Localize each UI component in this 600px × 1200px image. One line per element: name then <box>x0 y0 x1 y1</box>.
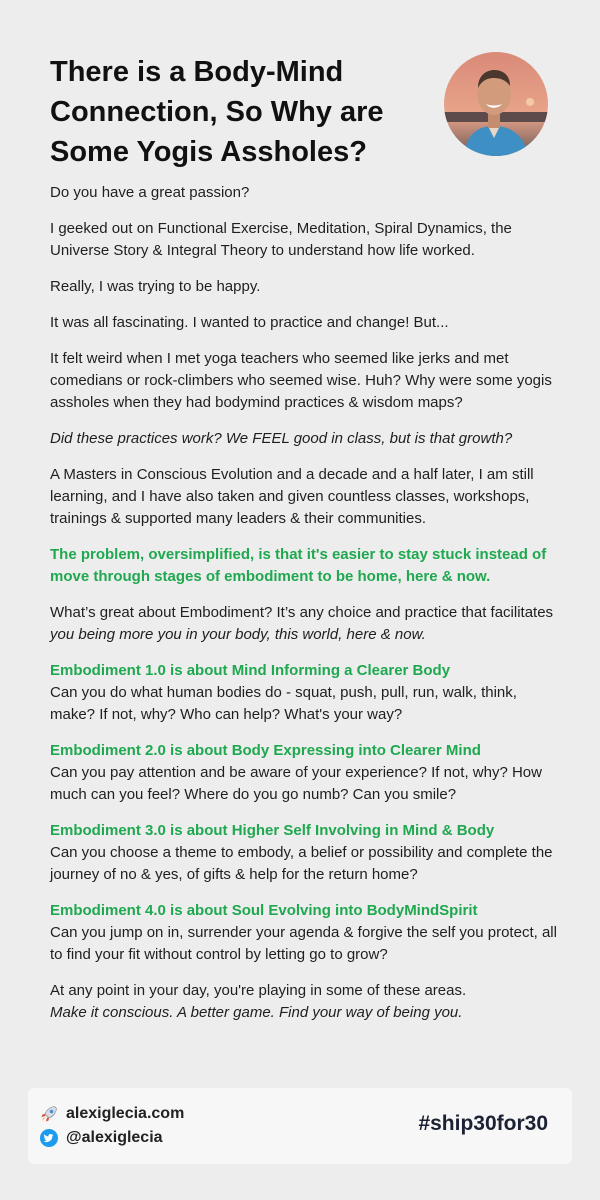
embodiment-section <box>50 900 560 966</box>
embodiment-text: Can you do what human bodies do - squat, push, pull, run, walk, think, make? If not, why? Who can help? What's your way? <box>50 684 517 723</box>
rocket-icon <box>40 1105 58 1123</box>
avatar <box>444 52 548 156</box>
embodiment-heading: Embodiment 3.0 is about Higher Self Involving in Mind & Body <box>50 822 495 839</box>
website-text: alexiglecia.com <box>66 1105 185 1122</box>
twitter-link[interactable] <box>40 1126 184 1150</box>
italic-question: Did these practices work? We FEEL good in class, but is that growth? <box>50 430 513 447</box>
paragraph: I geeked out on Functional Exercise, Meditation, Spiral Dynamics, the Universe Story & Integral Theory to understand how life worked. <box>50 220 512 259</box>
closing-line-italic: Make it conscious. A better game. Find your way of being you. <box>50 1004 463 1021</box>
paragraph-lead: What’s great about Embodiment? It’s any choice and practice that facilitates <box>50 604 554 621</box>
paragraph: Do you have a great passion? <box>50 184 250 201</box>
embodiment-heading: Embodiment 4.0 is about Soul Evolving into BodyMindSpirit <box>50 902 478 919</box>
paragraph: Really, I was trying to be happy. <box>50 278 261 295</box>
embodiment-section <box>50 820 560 886</box>
page-title: There is a Body-Mind Connection, So Why are Some Yogis Assholes? <box>50 56 384 168</box>
embodiment-section <box>50 660 560 726</box>
contact-list <box>40 1102 184 1150</box>
footer-card <box>28 1088 572 1164</box>
closing-line: At any point in your day, you're playing in some of these areas. <box>50 982 467 999</box>
hashtag: #ship30for30 <box>418 1112 548 1135</box>
embodiment-heading: Embodiment 2.0 is about Body Expressing into Clearer Mind <box>50 742 481 759</box>
embodiment-heading: Embodiment 1.0 is about Mind Informing a Clearer Body <box>50 662 451 679</box>
twitter-bird-icon <box>40 1129 58 1147</box>
paragraph: A Masters in Conscious Evolution and a decade and a half later, I am still learning, and I have also taken and given countless classes, workshops, trainings & supported many leaders & their communities. <box>50 466 534 527</box>
embodiment-section <box>50 740 560 806</box>
highlight-statement: The problem, oversimplified, is that it's easier to stay stuck instead of move through stages of embodiment to be home, here & now. <box>50 546 547 585</box>
embodiment-text: Can you choose a theme to embody, a belief or possibility and complete the journey of no & yes, of gifts & help for the return home? <box>50 844 553 883</box>
paragraph: It was all fascinating. I wanted to practice and change! But... <box>50 314 449 331</box>
article-body <box>50 182 560 1038</box>
paragraph: It felt weird when I met yoga teachers who seemed like jerks and met comedians or rock-climbers who seemed wise. Huh? Why were some yogis assholes when they had bodymind practices & wisdom maps? <box>50 350 552 411</box>
embodiment-text: Can you pay attention and be aware of your experience? If not, why? How much can you feel? Where do you go numb? Can you smile? <box>50 764 542 803</box>
paragraph-italic: you being more you in your body, this world, here & now. <box>50 626 426 643</box>
website-link[interactable] <box>40 1102 184 1126</box>
twitter-handle: @alexiglecia <box>66 1129 163 1146</box>
paragraph <box>50 602 560 646</box>
embodiment-text: Can you jump on in, surrender your agenda & forgive the self you protect, all to find your fit without control by letting go to grow? <box>50 924 557 963</box>
closing-paragraph <box>50 980 560 1024</box>
